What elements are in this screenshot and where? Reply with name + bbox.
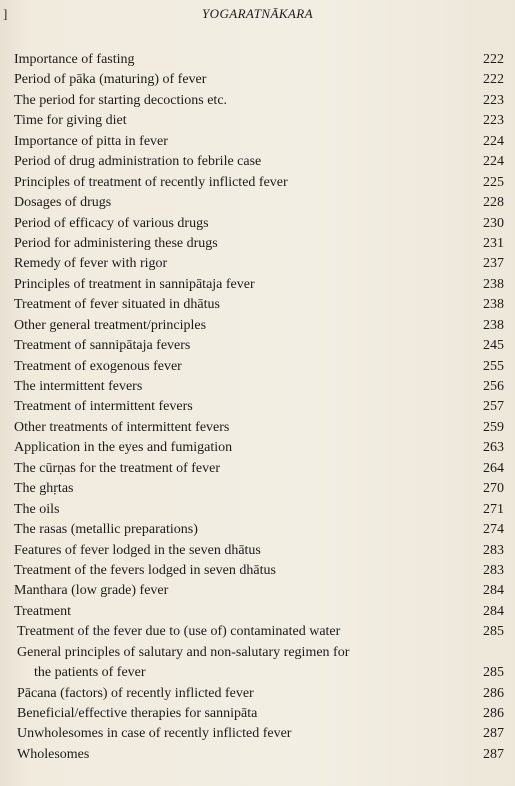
toc-entry-title: [14, 581, 168, 601]
toc-entry: [14, 377, 504, 397]
toc-entry-title-text: The oils: [14, 501, 60, 517]
toc-entry-page-number: 237: [483, 256, 504, 272]
toc-entry-title: [14, 91, 227, 111]
toc-entry: [17, 724, 504, 744]
toc-entry-page-number: 238: [483, 297, 504, 313]
toc-entry-title: [14, 500, 60, 520]
toc-entry-title: [14, 214, 209, 234]
toc-entry-page-number: 284: [483, 583, 504, 599]
toc-entry-title: [14, 357, 182, 377]
toc-entry: [14, 214, 504, 234]
toc-entry-page-number: 238: [483, 317, 504, 333]
toc-entry-page-number: 287: [483, 746, 504, 762]
toc-entry: [14, 541, 504, 561]
toc-entry-page-number: 228: [483, 195, 504, 211]
toc-entry-title: [14, 254, 167, 274]
toc-entry-title-text: The rasas (metallic preparations): [14, 522, 198, 538]
toc-entry: [14, 91, 504, 111]
toc-entry-page-number: 222: [483, 52, 504, 67]
toc-entry-title-text: The intermittent fevers: [14, 379, 143, 394]
toc-entry: [14, 520, 504, 540]
toc-entry-title: [14, 111, 127, 131]
toc-entry-title: [14, 295, 220, 315]
toc-entry-title: [14, 152, 261, 172]
toc-entry-title-text: Manthara (low grade) fever: [14, 583, 169, 599]
toc-entry: [14, 336, 504, 356]
toc-entry-title: [14, 173, 288, 193]
toc-entry-page-number: 245: [483, 338, 504, 354]
toc-entry-title: [14, 316, 206, 336]
toc-entry-title-text: Treatment of exogenous fever: [14, 358, 182, 374]
toc-entry-page-number: 286: [483, 685, 504, 701]
toc-entry-title-text: Application in the eyes and fumigation: [14, 440, 233, 456]
toc-entry-page-number: 222: [483, 72, 504, 88]
toc-entry: [17, 745, 504, 765]
toc-entry-title-text: Features of fever lodged in the seven dhātus: [14, 542, 261, 558]
toc-entry-title: [14, 70, 206, 90]
toc-entry-page-number: 285: [483, 624, 504, 640]
toc-entry: [14, 111, 504, 131]
toc-entry-page-number: 223: [483, 92, 504, 108]
toc-entry: [17, 622, 504, 642]
toc-entry-title: [14, 234, 218, 254]
toc-entry: [14, 173, 504, 193]
toc-entry: [14, 581, 504, 601]
toc-entry-title-text: Importance of fasting: [14, 52, 135, 67]
toc-entry-title: [14, 397, 193, 417]
toc-entry: [14, 193, 504, 213]
toc-entry-title-text: Period of pāka (maturing) of fever: [14, 72, 207, 88]
toc-entry-page-number: 284: [483, 603, 504, 619]
toc-entry-title-text: Wholesomes: [17, 746, 90, 762]
toc-entry-title-text: Unwholesomes in case of recently inflicted fever: [17, 726, 292, 742]
toc-entry-title-text: Treatment of the fever due to (use of) contaminated water: [17, 624, 341, 640]
toc-entry-title: [14, 459, 220, 479]
toc-entry: [14, 70, 504, 90]
toc-entry: [14, 418, 504, 438]
toc-entry-page-number: 224: [483, 133, 504, 149]
toc-entry-title-text: Treatment of intermittent fevers: [14, 399, 193, 415]
toc-entry-title: [14, 561, 276, 581]
toc-entry: [14, 295, 504, 315]
toc-entry-title: [14, 336, 190, 356]
toc-entry-page-number: 283: [483, 562, 504, 578]
toc-entry-page-number: 271: [483, 501, 504, 517]
toc-entry: [14, 234, 504, 254]
toc-entry-title: [14, 50, 135, 70]
book-title: YOGARATNĀKARA: [202, 6, 313, 21]
toc-entry-title-text: Remedy of fever with rigor: [14, 256, 168, 272]
toc-entry-title-text: Dosages of drugs: [14, 195, 112, 211]
toc-entry-title: [14, 377, 142, 397]
toc-entry-page-number: 224: [483, 154, 504, 170]
toc-entry-page-number: 230: [483, 215, 504, 231]
toc-entry: [17, 643, 504, 684]
toc-entry: [17, 684, 504, 704]
toc-entry-title-text: Treatment of sannipātaja fevers: [14, 338, 191, 354]
toc-entry-title: [14, 132, 168, 152]
toc-entry-title-text: General principles of salutary and non-salutary regimen for: [17, 644, 350, 660]
toc-entry-title-text: Treatment of the fevers lodged in seven dhātus: [14, 562, 276, 578]
toc-entry-title: [17, 745, 89, 765]
toc-entry-title: [14, 193, 111, 213]
toc-entry-page-number: 225: [483, 174, 504, 190]
toc-entry: [14, 397, 504, 417]
toc-entry-title: [17, 643, 437, 684]
toc-entry-page-number: 285: [483, 665, 504, 681]
toc-entry: [14, 132, 504, 152]
table-of-contents: [14, 50, 504, 765]
toc-entry-page-number: 264: [483, 460, 504, 476]
running-header: [0, 6, 515, 26]
toc-entry-title-text: The cūrṇas for the treatment of fever: [14, 460, 221, 476]
toc-entry-title-text: Period for administering these drugs: [14, 235, 218, 251]
toc-entry-title-text: Time for giving diet: [14, 113, 127, 129]
toc-entry: [14, 152, 504, 172]
toc-entry: [14, 50, 504, 70]
header-bracket: ]: [3, 6, 8, 21]
toc-entry-title: [17, 704, 257, 724]
toc-entry-page-number: 259: [483, 419, 504, 435]
toc-entry-title-continuation: the patients of fever: [34, 665, 146, 681]
toc-entry: [14, 459, 504, 479]
toc-entry-page-number: 238: [483, 276, 504, 292]
toc-entry: [14, 602, 504, 622]
toc-entry-title-text: Principles of treatment in sannipātaja fever: [14, 276, 255, 292]
toc-entry: [14, 479, 504, 499]
toc-entry-title: [14, 520, 198, 540]
toc-entry-title: [14, 479, 73, 499]
toc-entry-title-text: The ghṛtas: [14, 481, 74, 497]
toc-entry-title: [14, 275, 255, 295]
toc-entry-title-text: Other general treatment/principles: [14, 317, 207, 333]
toc-entry-title-text: Importance of pitta in fever: [14, 133, 168, 149]
toc-entry-title: [17, 724, 291, 744]
toc-entry-title: [14, 438, 232, 458]
toc-entry: [14, 357, 504, 377]
toc-entry: [14, 254, 504, 274]
toc-entry: [14, 438, 504, 458]
toc-entry-title: [14, 541, 261, 561]
toc-entry-title-text: Other treatments of intermittent fevers: [14, 419, 230, 435]
toc-entry: [14, 561, 504, 581]
toc-entry-page-number: 257: [483, 399, 504, 415]
toc-entry-page-number: 256: [483, 379, 504, 394]
toc-entry-title-text: Period of drug administration to febrile case: [14, 154, 262, 170]
toc-entry-page-number: 223: [483, 113, 504, 129]
toc-entry-title-text: Pācana (factors) of recently inflicted fever: [17, 685, 254, 701]
toc-entry-title: [17, 622, 340, 642]
toc-entry-page-number: 283: [483, 542, 504, 558]
toc-entry-title: [17, 684, 254, 704]
toc-entry-title: [14, 418, 229, 438]
toc-entry-page-number: 231: [483, 235, 504, 251]
toc-entry-title-text: Treatment: [14, 603, 72, 619]
toc-entry-page-number: 263: [483, 440, 504, 456]
toc-entry-page-number: 287: [483, 726, 504, 742]
toc-entry: [14, 500, 504, 520]
toc-entry-title: [14, 602, 71, 622]
toc-entry-title-text: Treatment of fever situated in dhātus: [14, 297, 220, 313]
toc-entry-page-number: 255: [483, 358, 504, 374]
toc-entry-title-text: Principles of treatment of recently inflicted fever: [14, 174, 288, 190]
toc-entry-page-number: 274: [483, 522, 504, 538]
toc-entry: [17, 704, 504, 724]
toc-entry: [14, 275, 504, 295]
toc-entry-title-text: Beneficial/effective therapies for sannipāta: [17, 706, 258, 722]
toc-entry-page-number: 270: [483, 481, 504, 497]
toc-entry-title-text: The period for starting decoctions etc.: [14, 92, 228, 108]
toc-entry-page-number: 286: [483, 706, 504, 722]
toc-entry-title-text: Period of efficacy of various drugs: [14, 215, 209, 231]
toc-entry: [14, 316, 504, 336]
